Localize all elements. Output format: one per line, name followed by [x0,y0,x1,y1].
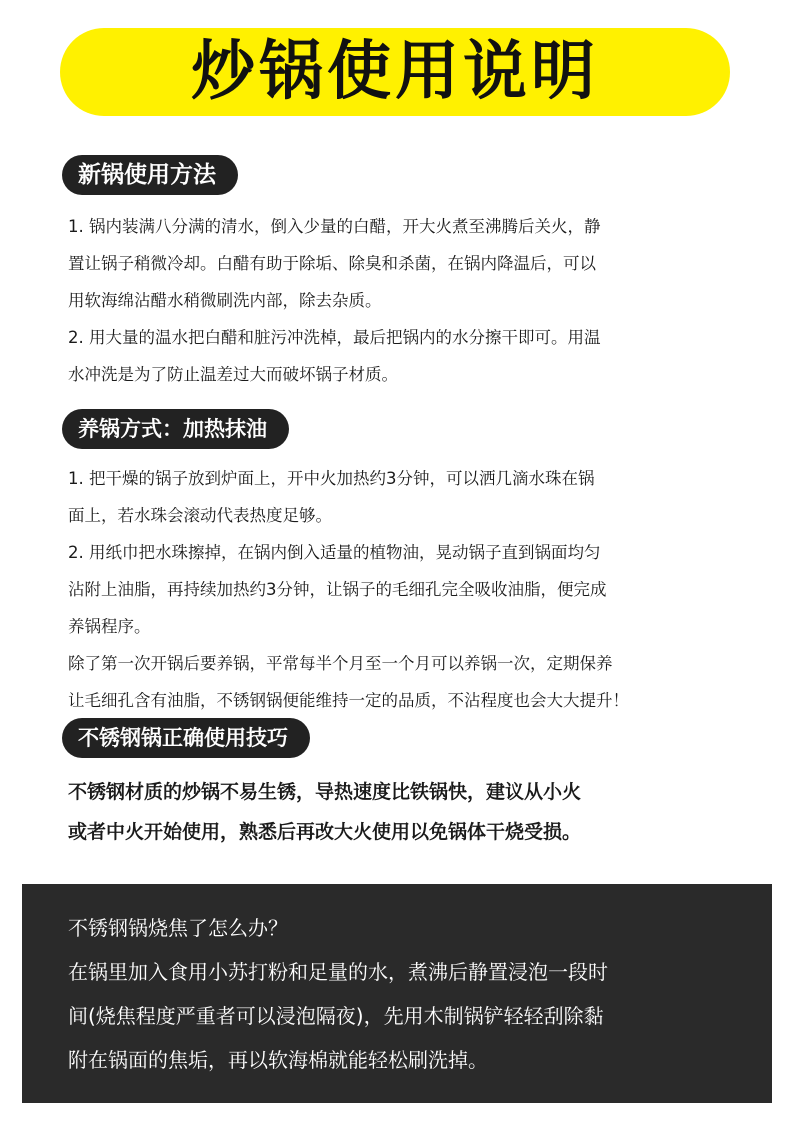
burnt-pot-tip-box [22,884,772,1103]
section-body-usage-tips [68,772,708,852]
text-line: 水冲洗是为了防止温差过大而破坏锅子材质。 [68,365,398,384]
section-heading-label: 新锅使用方法 [78,161,216,188]
text-line: 附在锅面的焦垢，再以软海棉就能轻松刷洗掉。 [68,1048,488,1072]
section-heading-label: 养锅方式：加热抹油 [78,416,267,441]
section-heading-new-pot [62,155,238,195]
section-body-new-pot [68,208,708,393]
text-line: 面上，若水珠会滚动代表热度足够。 [68,506,332,525]
page-title: 炒锅使用说明 [191,35,599,109]
text-line: 沾附上油脂，再持续加热约3分钟，让锅子的毛细孔完全吸收油脂，便完成 [68,580,607,599]
section-heading-seasoning [62,409,289,449]
text-line: 间(烧焦程度严重者可以浸泡隔夜)，先用木制锅铲轻轻刮除黏 [68,1004,604,1028]
text-line: 2. 用纸巾把水珠擦掉，在锅内倒入适量的植物油，晃动锅子直到锅面均匀 [68,543,601,562]
text-line: 不锈钢材质的炒锅不易生锈，导热速度比铁锅快，建议从小火 [68,781,582,803]
tip-question: 不锈钢锅烧焦了怎么办？ [68,916,288,940]
text-line: 用软海绵沾醋水稍微刷洗内部，除去杂质。 [68,291,382,310]
tip-text [68,906,748,1082]
text-line: 或者中火开始使用，熟悉后再改大火使用以免锅体干烧受损。 [68,821,582,843]
text-line: 在锅里加入食用小苏打粉和足量的水，煮沸后静置浸泡一段时 [68,960,608,984]
title-banner [60,28,730,116]
text-line: 2. 用大量的温水把白醋和脏污冲洗棹，最后把锅内的水分擦干即可。用温 [68,328,601,347]
text-line: 养锅程序。 [68,617,151,636]
text-line: 置让锅子稍微冷却。白醋有助于除垢、除臭和杀菌，在锅内降温后，可以 [68,254,596,273]
section-heading-usage-tips [62,718,310,758]
text-line: 让毛细孔含有油脂，不锈钢锅便能维持一定的品质，不沾程度也会大大提升！ [68,691,629,710]
section-heading-label: 不锈钢锅正确使用技巧 [78,725,288,750]
text-line: 1. 锅内装满八分满的清水，倒入少量的白醋，开大火煮至沸腾后关火，静 [68,217,601,236]
text-line: 1. 把干燥的锅子放到炉面上，开中火加热约3分钟，可以洒几滴水珠在锅 [68,469,595,488]
text-line: 除了第一次开锅后要养锅，平常每半个月至一个月可以养锅一次，定期保养 [68,654,613,673]
section-body-seasoning [68,460,708,719]
